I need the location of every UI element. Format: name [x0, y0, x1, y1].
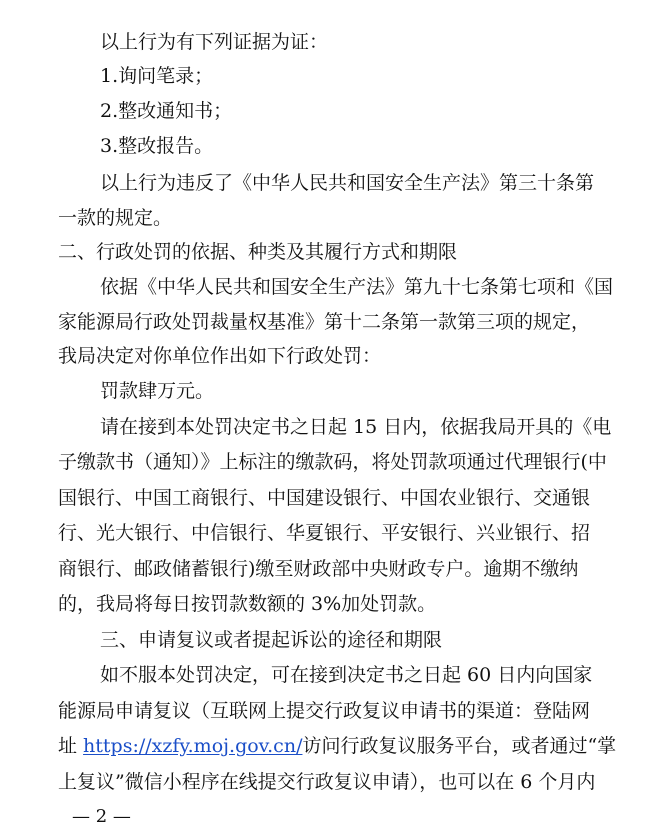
section3-heading: 三、申请复议或者提起诉讼的途径和期限: [100, 629, 443, 651]
payment-line-6: 的，我局将每日按罚款数额的 3%加处罚款。: [58, 593, 437, 615]
evidence-intro: 以上行为有下列证据为证：: [100, 31, 329, 53]
payment-line-5: 商银行、邮政储蓄银行)缴至财政部中央财政专户。逾期不缴纳: [58, 558, 579, 580]
payment-line-2: 子缴款书（通知）》上标注的缴款码，将处罚款项通过代理银行(中: [58, 451, 607, 473]
evidence-item-2: 2.整改通知书；: [100, 100, 233, 122]
appeal-line-3-suffix: 访问行政复议服务平台，或者通过“掌: [302, 735, 617, 757]
violation-line-1: 以上行为违反了《中华人民共和国安全生产法》第三十条第: [100, 172, 595, 194]
appeal-line-3-prefix: 址: [58, 735, 84, 757]
appeal-line-3: [58, 732, 616, 760]
violation-line-2: 一款的规定。: [58, 207, 173, 229]
appeal-line-1: 如不服本处罚决定，可在接到决定书之日起 60 日内向国家: [100, 664, 593, 686]
basis-line-2: 家能源局行政处罚裁量权基准》第十二条第一款第三项的规定，: [58, 311, 591, 333]
evidence-item-1: 1.询问笔录；: [100, 65, 214, 87]
xzfy-link[interactable]: https://xzfy.moj.gov.cn/: [83, 735, 303, 757]
basis-line-1: 依据《中华人民共和国安全生产法》第九十七条第七项和《国: [100, 276, 614, 298]
evidence-item-3: 3.整改报告。: [100, 135, 214, 157]
appeal-line-4: 上复议”微信小程序在线提交行政复议申请），也可以在 6 个月内: [58, 771, 596, 793]
payment-line-4: 行、光大银行、中信银行、华夏银行、平安银行、兴业银行、招: [58, 522, 591, 544]
page-number: — 2 —: [72, 806, 131, 827]
section2-heading: 二、行政处罚的依据、种类及其履行方式和期限: [58, 241, 458, 263]
basis-line-3: 我局决定对你单位作出如下行政处罚：: [58, 345, 382, 367]
penalty-line: 罚款肆万元。: [100, 380, 215, 402]
payment-line-1: 请在接到本处罚决定书之日起 15 日内，依据我局开具的《电: [100, 416, 612, 438]
appeal-line-2: 能源局申请复议（互联网上提交行政复议申请书的渠道：登陆网: [58, 700, 591, 722]
payment-line-3: 国银行、中国工商银行、中国建设银行、中国农业银行、交通银: [58, 487, 591, 509]
